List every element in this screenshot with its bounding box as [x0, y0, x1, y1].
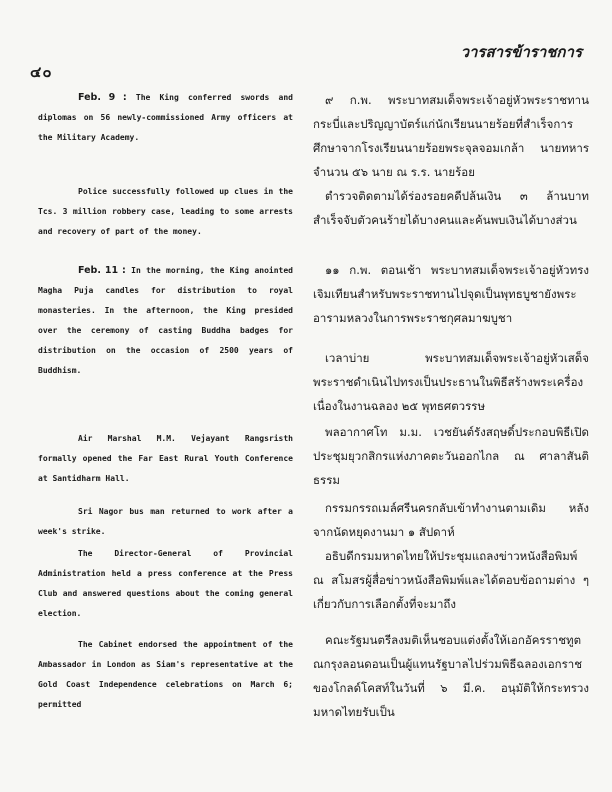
entry-youth-conference	[38, 429, 293, 489]
thai-entry-swords: ๙ ก.พ. พระบาทสมเด็จพระเจ้าอยู่หัวพระราชทานกระบี่และปริญญาบัตร์แก่นักเรียนนายร้อยที่สำเร็จการศึกษาจากโรงเรียนนายร้อยพระจุลจอมเกล้า นายทหารจำนวน ๕๖ นาย ณ ร.ร. นายร้อย	[313, 93, 589, 179]
entry-cabinet-ambassador	[38, 635, 293, 715]
entry-text: Sri Nagor bus man returned to work after a week's strike.	[38, 507, 293, 536]
entry-text: Air Marshal M.M. Vejayant Rangsristh formally opened the Far East Rural Youth Conference at Santidharm Hall.	[38, 434, 293, 483]
entry-text: In the morning, the King anointed Magha Puja candles for distribution to royal monasteries. In the afternoon, the King presided over the ceremony of casting Buddha badges for distribution on the occasion of 2500 years of Buddhism.	[38, 266, 293, 375]
entry-text: The King conferred swords and diplomas on 56 newly-commissioned Army officers at the Military Academy.	[38, 93, 293, 142]
entry-bus-strike	[38, 502, 293, 542]
page-number: ๔๐	[30, 63, 53, 81]
entry-press-conference	[38, 544, 293, 624]
entry-text: The Director-General of Provincial Administration held a press conference at the Press Club and answered questions about the coming general election.	[38, 549, 293, 618]
entry-police-robbery	[38, 182, 293, 242]
thai-entry-buddha-badges: เวลาบ่าย พระบาทสมเด็จพระเจ้าอยู่หัวเสด็จพระราชดำเนินไปทรงเป็นประธานในพิธีสร้างพระเครื่องเนื่องในงานฉลอง ๒๕ พุทธศตวรรษ	[313, 351, 589, 413]
entry-feb-11-candles	[38, 261, 293, 381]
entry-date: Feb. 9 :	[78, 92, 127, 103]
thai-entry-candles: ๑๑ ก.พ. ตอนเช้า พระบาทสมเด็จพระเจ้าอยู่หัวทรงเจิมเทียนสำหรับพระราชทานไปจุดเป็นพุทธบูชายังพระอารามหลวงในการพระราชกุศลมาฆบูชา	[313, 263, 589, 325]
thai-entry-press-conference: อธิบดีกรมมหาดไทยให้ประชุมแถลงข่าวหนังสือพิมพ์ ณ สโมสรผู้สื่อข่าวหนังสือพิมพ์และได้ตอบข้อถามต่าง ๆ เกี่ยวกับการเลือกตั้งที่จะมาถึง	[313, 549, 589, 611]
thai-entry-police: ตำรวจติดตามได้ร่องรอยคดีปล้นเงิน ๓ ล้านบาทสำเร็จจับตัวคนร้ายได้บางคนและค้นพบเงินได้บางส่วน	[313, 189, 589, 227]
entry-date: Feb. 11 :	[78, 265, 126, 276]
running-head: วารสารข้าราชการ	[460, 43, 582, 61]
entry-text: Police successfully followed up clues in the Tcs. 3 million robbery case, leading to some arrests and recovery of part of the money.	[38, 187, 293, 236]
thai-entry-cabinet: คณะรัฐมนตรีลงมติเห็นชอบแต่งตั้งให้เอกอัครราชทูตณกรุงลอนดอนเป็นผู้แทนรัฐบาลไปร่วมพิธีฉลองเอกราชของโกลด์โคสท์ในวันที่ ๖ มี.ค. อนุมัติให้กระทรวงมหาดไทยรับเป็น	[313, 633, 589, 719]
entry-feb-9-swords	[38, 88, 293, 148]
entry-text: The Cabinet endorsed the appointment of the Ambassador in London as Siam's representative at the Gold Coast Independence celebrations on March 6; permitted	[38, 640, 293, 709]
thai-entry-bus-strike: กรรมกรรถเมล์ศรีนครกลับเข้าทำงานตามเดิม หลังจากนัดหยุดงานมา ๑ สัปดาห์	[313, 501, 589, 539]
thai-entry-youth-conference: พลอากาศโท ม.ม. เวชยันต์รังสฤษดิ์ประกอบพิธีเปิดประชุมยุวกสิกรแห่งภาคตะวันออกไกล ณ ศาลาสันติธรรม	[313, 425, 589, 487]
